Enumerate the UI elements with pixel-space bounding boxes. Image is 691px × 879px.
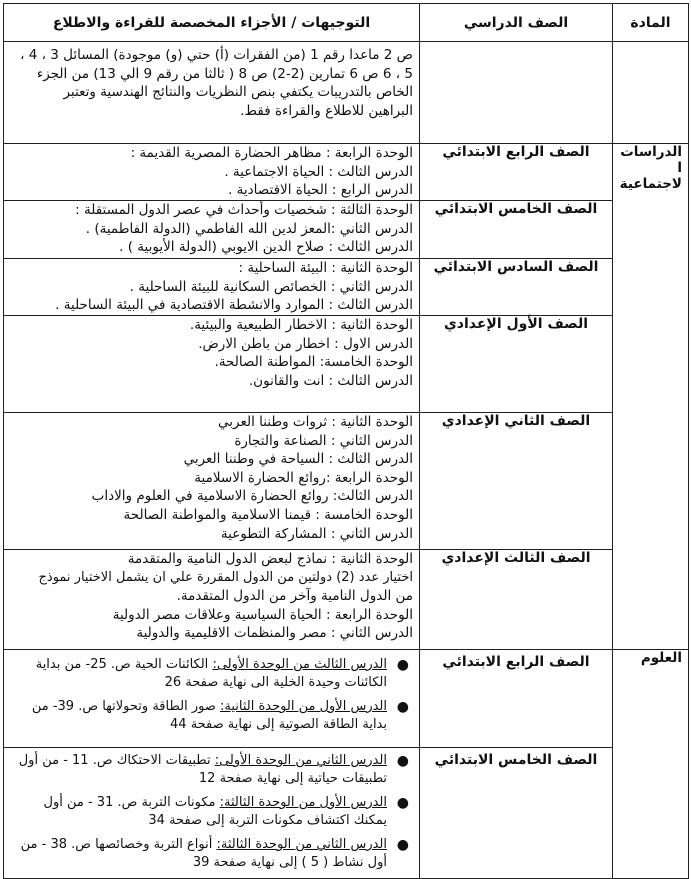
lesson-desc: تطبيقات الاحتكاك ص. 11 - من أول تطبيقات حياتية إلى نهاية صفحة 12 xyxy=(18,753,387,786)
guidance-line: الوحدة الثانية : ثروات وطننا العربي xyxy=(217,414,413,430)
guidance-line: الدرس الثاني : الخصائص السكانية للبيئة الساحلية . xyxy=(129,278,413,295)
subject-science: العلوم xyxy=(613,650,689,879)
guidance-line: من الدول النامية وآخر من الدول المتقدمة. xyxy=(176,588,413,605)
guidance-line: الوحدة الثانية : البيئة الساحلية : xyxy=(238,260,413,276)
guidance-cell xyxy=(4,748,420,879)
guidance-cell xyxy=(4,259,420,316)
table-row xyxy=(4,550,689,650)
bullet-icon: ● xyxy=(396,795,409,811)
lesson-desc: الكائنات الحية ص. 25- من بداية الكائنات وحيدة الخلية الى نهاية صفحة 26 xyxy=(35,657,387,690)
table-row xyxy=(4,144,689,201)
guidance-line: الدرس الثالث : السياحة في وطننا العربي xyxy=(183,451,413,468)
lesson-desc: صور الطاقة وتحولاتها ص. 39- من بداية الطاقة الصوتية إلى نهاية صفحة 44 xyxy=(31,699,387,732)
intro-line: الخاص بالتدريبات يكتفي بنص النظريات والنتائج الهندسية وتعتبر xyxy=(63,84,413,101)
guidance-line: الدرس الثالث: روائع الحضارة الاسلامية في العلوم والاداب xyxy=(91,488,413,505)
table-row xyxy=(4,650,689,748)
guidance-line: الدرس الثالث : الموارد والانشطة الاقتصادية في البيئة الساحلية . xyxy=(55,297,413,314)
bullet-icon: ● xyxy=(396,657,409,673)
lesson-ref: الدرس الأول من الوحدة الثالثة: xyxy=(219,795,387,810)
grade-cell: الصف الخامس الابتدائي xyxy=(420,748,613,879)
list-item xyxy=(10,794,413,830)
table-row xyxy=(4,201,689,259)
guidance-cell xyxy=(4,144,420,201)
guidance-line: الدرس الثالث : صلاح الدين الايوبي (الدولة الأيوبية ) . xyxy=(119,239,413,256)
guidance-line: الوحدة الثانية : الاخطار الطبيعية والبيئية. xyxy=(189,317,413,333)
lesson-ref: الدرس الأول من الوحدة الثانية: xyxy=(220,699,387,714)
intro-line: ص 2 ماعدا رقم 1 (من الفقرات (أ) حتي (و) موجودة) المسائل 3 ، 4 ، xyxy=(20,47,413,63)
guidance-cell xyxy=(4,201,420,259)
lesson-ref: الدرس الثالث من الوحدة الأولى: xyxy=(212,657,387,672)
guidance-line: الدرس الثاني : المشاركة التطوعية xyxy=(220,525,413,542)
list-item xyxy=(10,836,413,872)
grade-cell: الصف الخامس الابتدائي xyxy=(420,201,613,259)
guidance-cell xyxy=(4,316,420,413)
table-row xyxy=(4,413,689,550)
bullet-icon: ● xyxy=(396,837,409,853)
guidance-line: الوحدة الخامسة: المواطنة الصالحة. xyxy=(214,354,413,371)
curriculum-table xyxy=(3,3,689,879)
guidance-line: الوحدة الرابعة :روائع الحضارة الاسلامية xyxy=(194,469,413,486)
table-row xyxy=(4,259,689,316)
grade-cell: الصف السادس الابتدائي xyxy=(420,259,613,316)
guidance-line: الوحدة الخامسة : قيمنا الاسلامية والمواطنة الصالحة xyxy=(123,506,413,523)
list-item xyxy=(10,656,413,692)
science-list xyxy=(10,656,413,734)
header-subject: المادة xyxy=(613,4,689,42)
list-item xyxy=(10,752,413,788)
bullet-icon: ● xyxy=(396,753,409,769)
guidance-line: الوحدة الثانية : نماذج لبعض الدول النامية والمتقدمة xyxy=(127,551,413,567)
guidance-cell xyxy=(4,550,420,650)
guidance-line: الدرس الثالث : انت والقانون. xyxy=(248,372,413,389)
guidance-line: الدرس الرابع : الحياة الاقتصادية . xyxy=(228,182,413,199)
guidance-line: الوحدة الرابعة : الحياة السياسية وعلاقات مصر الدولية xyxy=(112,606,413,623)
grade-cell: الصف الرابع الابتدائي xyxy=(420,650,613,748)
guidance-line: الدرس الثاني : مصر والمنظمات الاقليمية والدولية xyxy=(136,625,413,642)
guidance-cell xyxy=(4,650,420,748)
header-grade: الصف الدراسي xyxy=(420,4,613,42)
lesson-ref: الدرس الثاني من الوحدة الثالثة: xyxy=(216,837,387,852)
science-list xyxy=(10,752,413,872)
intro-line: البراهين للاطلاع والقراءة فقط. xyxy=(240,102,413,119)
lesson-desc: مكونات التربة ص. 31 - من أول يمكنك اكتشاف مكونات التربة إلى صفحة 34 xyxy=(43,795,387,828)
guidance-line: الدرس الثاني :المعز لدين الله الفاطمي (الدولة الفاطمية) . xyxy=(85,220,413,237)
intro-line: 5 ، 6 ص 6 تمارين (2-2) ص 8 ( ثالثا من رقم 9 الي 13) من الجزء xyxy=(36,65,413,82)
bullet-icon: ● xyxy=(396,699,409,715)
header-guidance: التوجيهات / الأجزاء المخصصة للقراءة والاطلاع xyxy=(4,4,420,42)
guidance-cell xyxy=(4,413,420,550)
subject-social-studies: الدراسات ا لاجتماعية xyxy=(613,144,689,650)
grade-cell: الصف الثاني الإعدادي xyxy=(420,413,613,550)
header-row xyxy=(4,4,689,42)
guidance-line: الدرس الثالث : الحياة الاجتماعية . xyxy=(224,163,413,180)
table-row xyxy=(4,316,689,413)
guidance-line: الوحدة الرابعة : مظاهر الحضارة المصرية القديمة : xyxy=(130,145,413,161)
guidance-line: الدرس الثاني : الصناعة والتجارة xyxy=(234,432,413,449)
table-row xyxy=(4,748,689,879)
guidance-line: الدرس الاول : اخطار من باطن الارض. xyxy=(198,335,413,352)
guidance-line: الوحدة الثالثة : شخصيات وأحداث في عصر الدول المستقلة : xyxy=(75,202,413,218)
intro-row xyxy=(4,42,689,144)
lesson-desc: أنواع التربة وخصائصها ص. 38 - من أول نشاط ( 5 ) إلى نهاية صفحة 39 xyxy=(20,837,387,870)
intro-cell xyxy=(4,42,420,144)
list-item xyxy=(10,698,413,734)
grade-cell: الصف الأول الإعدادي xyxy=(420,316,613,413)
grade-cell: الصف الثالث الإعدادي xyxy=(420,550,613,650)
grade-cell: الصف الرابع الابتدائي xyxy=(420,144,613,201)
lesson-ref: الدرس الثاني من الوحدة الأولى: xyxy=(214,753,387,768)
guidance-line: اختيار عدد (2) دولتين من الدول المقررة علي ان يشمل الاختيار نموذج xyxy=(38,569,413,585)
